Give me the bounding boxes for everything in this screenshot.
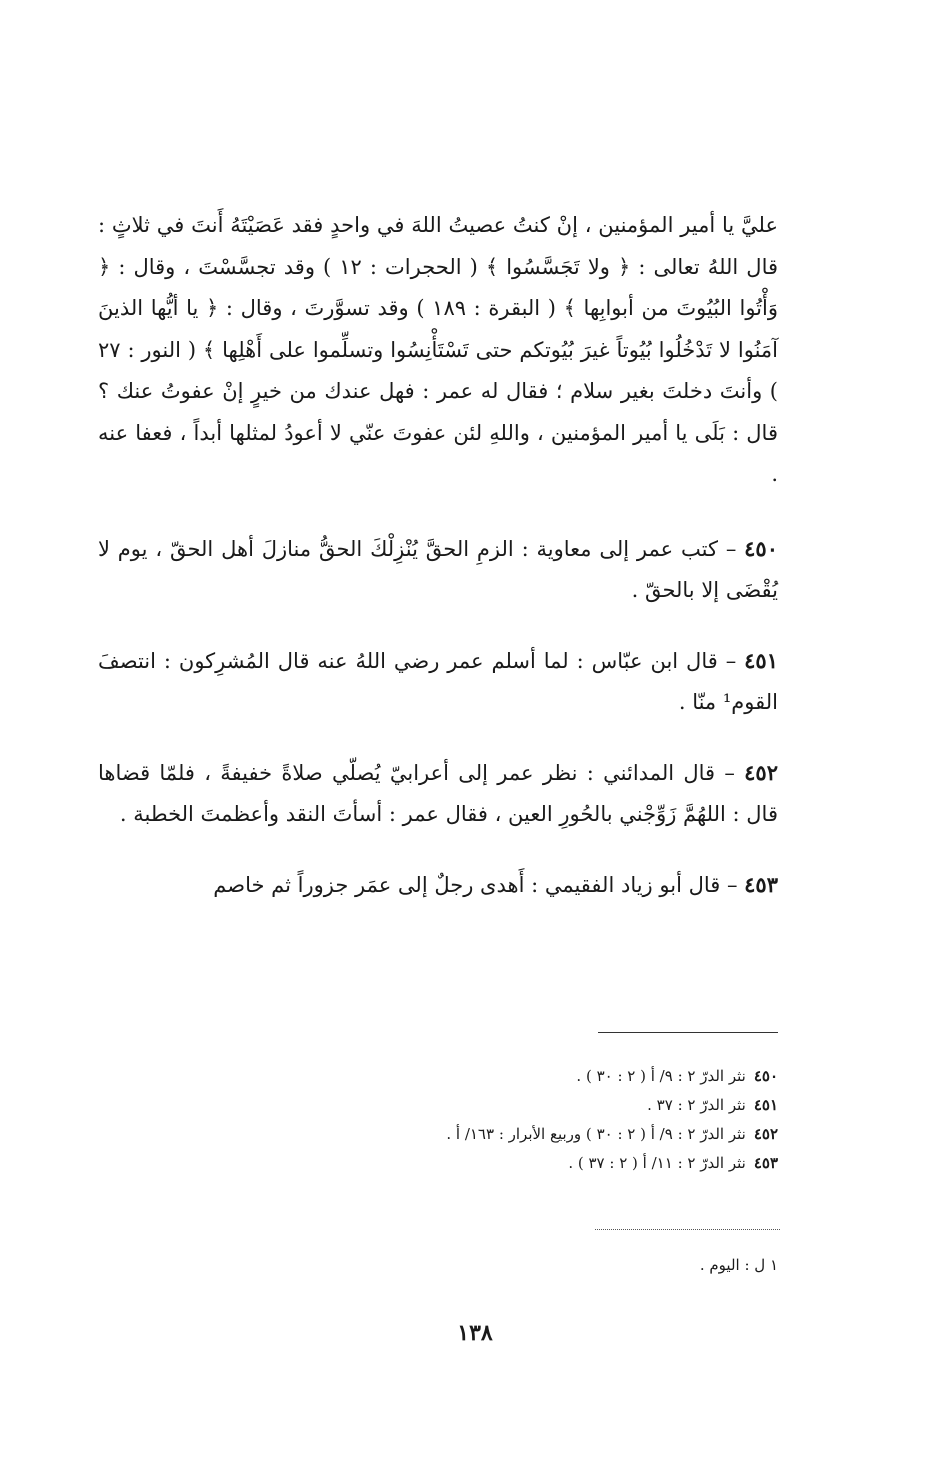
footnote-divider: [598, 1032, 778, 1033]
entry-text: قال أبو زياد الفقيمي : أَهدى رجلٌ إلى عمَر جزوراً ثم خاصم: [213, 872, 721, 897]
entry-452: [98, 752, 778, 836]
entry-number: ٤٥١: [744, 647, 778, 673]
source-text: نثر الدرّ ٢ : ١١/ أ ( ٢ : ٣٧ ) .: [568, 1154, 746, 1172]
source-text: نثر الدرّ ٢ : ٩/ أ ( ٢ : ٣٠ ) وربيع الأبرار : ١٦٣/ أ .: [446, 1125, 746, 1143]
entry-dash: –: [725, 536, 737, 561]
entry-dash: –: [726, 872, 738, 897]
entry-dash: –: [725, 648, 737, 673]
source-references: [178, 1062, 778, 1178]
entry-text: قال ابن عبّاس : لما أسلم عمر رضي اللهُ عنه قال المُشرِكون : انتصفَ القوم¹ منّا .: [98, 648, 778, 714]
main-text: [98, 205, 778, 906]
entry-text: كتب عمر إلى معاوية : الزمِ الحقَّ يُنْزِلْكَ الحقُّ منازلَ أهل الحقّ ، يوم لا يُقْضَى إلا بالحقّ .: [98, 536, 778, 602]
entry-number: ٤٥٣: [744, 871, 778, 897]
entry-450: [98, 528, 778, 612]
footnote: ١ ل : اليوم .: [699, 1256, 778, 1274]
page-number: ١٣٨: [457, 1320, 493, 1346]
continued-paragraph: [98, 205, 778, 496]
source-line-453: [178, 1149, 778, 1178]
source-number: ٤٥٢: [753, 1125, 778, 1143]
source-line-450: [178, 1062, 778, 1091]
source-number: ٤٥٣: [753, 1154, 778, 1172]
source-text: نثر الدرّ ٢ : ٣٧ .: [647, 1096, 746, 1114]
source-number: ٤٥٠: [753, 1067, 778, 1085]
note-divider: [595, 1229, 780, 1230]
entry-451: [98, 640, 778, 724]
entry-453: [98, 864, 778, 907]
entry-number: ٤٥٢: [744, 759, 778, 785]
paragraph-text: عليَّ يا أمير المؤمنين ، إنْ كنتُ عصيتُ اللهَ في واحدٍ فقد عَصَيْتَهُ أَنتَ في ثلاثٍ : قال اللهُ تعالى : ﴿ ولا تَجَسَّسُوا ﴾ ( الحجرات : ١٢ ) وقد تجسَّسْتَ ، وقال : ﴿ وَأْتُوا البُيُوتَ من أبوابِها ﴾ ( البقرة : ١٨٩ ) وقد تسوَّرتَ ، وقال : ﴿ يا أيُّها الذينَ آمَنُوا لا تَدْخُلُوا بُيُوتاً غيرَ بُيُوتكم حتى تَسْتَأْنِسُوا وتسلِّموا على أَهْلِها ﴾ ( النور : ٢٧ ) وأنتَ دخلتَ بغير سلام ؛ فقال له عمر : فهل عندك من خيرٍ إنْ عفوتُ عنك ؟ قال : بَلَى يا أمير المؤمنين ، واللهِ لئن عفوتَ عنّي لا أعودُ لمثلها أبداً ، فعفا عنه .: [98, 213, 779, 486]
source-line-452: [178, 1120, 778, 1149]
source-number: ٤٥١: [753, 1096, 778, 1114]
source-line-451: [178, 1091, 778, 1120]
source-text: نثر الدرّ ٢ : ٩/ أ ( ٢ : ٣٠ ) .: [576, 1067, 746, 1085]
entry-text: قال المدائني : نظر عمر إلى أعرابيّ يُصلّي صلاةً خفيفةً ، فلمّا قضاها قال : اللهُمَّ زَوِّجْني بالحُورِ العين ، فقال عمر : أسأتَ النقد وأعظمتَ الخطبة .: [98, 760, 778, 826]
entry-number: ٤٥٠: [744, 535, 778, 561]
entry-dash: –: [724, 760, 735, 785]
